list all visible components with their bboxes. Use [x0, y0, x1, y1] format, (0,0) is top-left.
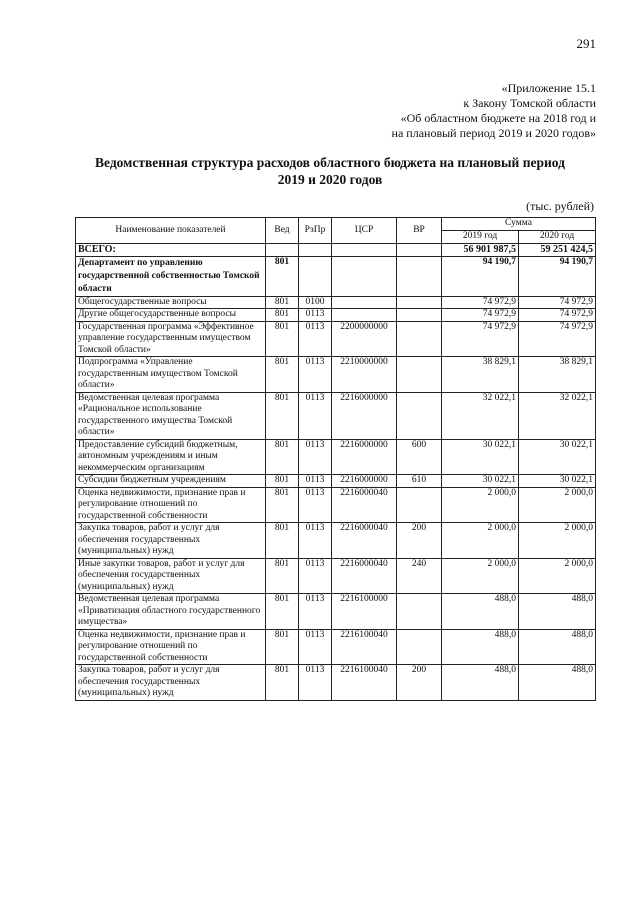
appendix-line: к Закону Томской области — [463, 96, 596, 110]
cell-rzpr: 0113 — [299, 392, 332, 439]
cell-ved: 801 — [266, 256, 299, 296]
table-row — [76, 475, 596, 488]
cell-vr — [397, 629, 442, 665]
cell-name: Закупка товаров, работ и услуг для обеспечения государственных (муниципальных) нужд — [76, 665, 266, 701]
cell-2020: 94 190,7 — [519, 256, 596, 296]
cell-vr — [397, 321, 442, 357]
cell-vr — [397, 594, 442, 630]
appendix-line: «Об областном бюджете на 2018 год и — [400, 111, 596, 125]
header-2019: 2019 год — [442, 231, 519, 244]
cell-name: Закупка товаров, работ и услуг для обеспечения государственных (муниципальных) нужд — [76, 523, 266, 559]
header-2020: 2020 год — [519, 231, 596, 244]
cell-csr: 2216100040 — [332, 665, 397, 701]
cell-rzpr: 0113 — [299, 309, 332, 322]
cell-2019: 488,0 — [442, 665, 519, 701]
cell-ved: 801 — [266, 665, 299, 701]
cell-csr: 2216100000 — [332, 594, 397, 630]
table-row — [76, 296, 596, 309]
document-title — [60, 154, 600, 188]
cell-rzpr: 0113 — [299, 523, 332, 559]
cell-csr: 2216000040 — [332, 523, 397, 559]
title-line: Ведомственная структура расходов областного бюджета на плановый период — [95, 155, 565, 170]
cell-vr: 610 — [397, 475, 442, 488]
cell-2020: 30 022,1 — [519, 475, 596, 488]
title-line: 2019 и 2020 годов — [277, 172, 383, 187]
header-sum: Сумма — [442, 218, 596, 231]
cell-ved: 801 — [266, 558, 299, 594]
table-row — [76, 439, 596, 475]
cell-2019: 488,0 — [442, 594, 519, 630]
cell-ved: 801 — [266, 321, 299, 357]
cell-csr — [332, 309, 397, 322]
table-row — [76, 321, 596, 357]
cell-ved: 801 — [266, 439, 299, 475]
cell-name: Иные закупки товаров, работ и услуг для обеспечения государственных (муниципальных) нужд — [76, 558, 266, 594]
cell-2020: 2 000,0 — [519, 523, 596, 559]
cell-vr — [397, 309, 442, 322]
cell-ved — [266, 244, 299, 257]
cell-name: Другие общегосударственные вопросы — [76, 309, 266, 322]
cell-2019: 2 000,0 — [442, 558, 519, 594]
cell-vr — [397, 487, 442, 523]
cell-name: Департамент по управлению государственной собственностью Томской области — [76, 256, 266, 296]
cell-2020: 488,0 — [519, 629, 596, 665]
cell-2019: 32 022,1 — [442, 392, 519, 439]
cell-csr: 2216000000 — [332, 475, 397, 488]
cell-2019: 38 829,1 — [442, 357, 519, 393]
cell-name: ВСЕГО: — [76, 244, 266, 257]
cell-2020: 74 972,9 — [519, 296, 596, 309]
page-number: 291 — [576, 36, 596, 51]
cell-vr — [397, 296, 442, 309]
cell-rzpr: 0113 — [299, 487, 332, 523]
cell-ved: 801 — [266, 309, 299, 322]
cell-vr — [397, 244, 442, 257]
cell-csr: 2216000040 — [332, 487, 397, 523]
cell-2020: 38 829,1 — [519, 357, 596, 393]
cell-rzpr: 0113 — [299, 558, 332, 594]
cell-vr: 240 — [397, 558, 442, 594]
table-row — [76, 665, 596, 701]
table-row — [76, 392, 596, 439]
cell-2019: 94 190,7 — [442, 256, 519, 296]
appendix-line: на плановый период 2019 и 2020 годов» — [391, 126, 596, 140]
header-ved: Вед — [266, 218, 299, 244]
cell-ved: 801 — [266, 357, 299, 393]
table-row — [76, 487, 596, 523]
cell-name: Ведомственная целевая программа «Рациональное использование государственного имущества Томской области» — [76, 392, 266, 439]
cell-2019: 74 972,9 — [442, 296, 519, 309]
cell-2020: 2 000,0 — [519, 487, 596, 523]
cell-name: Субсидии бюджетным учреждениям — [76, 475, 266, 488]
cell-ved: 801 — [266, 475, 299, 488]
appendix-line: «Приложение 15.1 — [501, 81, 596, 95]
cell-ved: 801 — [266, 629, 299, 665]
cell-csr: 2216000000 — [332, 392, 397, 439]
cell-rzpr: 0113 — [299, 357, 332, 393]
cell-2020: 2 000,0 — [519, 558, 596, 594]
cell-2020: 59 251 424,5 — [519, 244, 596, 257]
cell-rzpr: 0113 — [299, 439, 332, 475]
cell-2020: 30 022,1 — [519, 439, 596, 475]
cell-2019: 56 901 987,5 — [442, 244, 519, 257]
table-row — [76, 558, 596, 594]
cell-2019: 74 972,9 — [442, 321, 519, 357]
cell-csr: 2216000000 — [332, 439, 397, 475]
cell-2020: 488,0 — [519, 594, 596, 630]
table-row — [76, 629, 596, 665]
cell-rzpr: 0113 — [299, 629, 332, 665]
cell-csr — [332, 256, 397, 296]
cell-rzpr: 0113 — [299, 475, 332, 488]
cell-ved: 801 — [266, 392, 299, 439]
cell-csr: 2200000000 — [332, 321, 397, 357]
budget-table — [75, 217, 596, 701]
table-row — [76, 256, 596, 296]
cell-2019: 2 000,0 — [442, 487, 519, 523]
table-row — [76, 357, 596, 393]
cell-2019: 488,0 — [442, 629, 519, 665]
cell-csr — [332, 296, 397, 309]
cell-vr — [397, 256, 442, 296]
cell-name: Предоставление субсидий бюджетным, автономным учреждениям и иным некоммерческим организациям — [76, 439, 266, 475]
cell-csr: 2216000040 — [332, 558, 397, 594]
cell-ved: 801 — [266, 594, 299, 630]
cell-2020: 74 972,9 — [519, 309, 596, 322]
table-row — [76, 523, 596, 559]
table-row — [76, 594, 596, 630]
cell-name: Государственная программа «Эффективное управление государственным имуществом Томской области» — [76, 321, 266, 357]
cell-ved: 801 — [266, 296, 299, 309]
cell-rzpr: 0113 — [299, 321, 332, 357]
cell-2020: 74 972,9 — [519, 321, 596, 357]
cell-vr: 200 — [397, 523, 442, 559]
cell-csr: 2210000000 — [332, 357, 397, 393]
header-vr: ВР — [397, 218, 442, 244]
cell-2020: 488,0 — [519, 665, 596, 701]
cell-rzpr — [299, 256, 332, 296]
cell-name: Ведомственная целевая программа «Приватизация областного государственного имущества» — [76, 594, 266, 630]
cell-2019: 30 022,1 — [442, 439, 519, 475]
cell-csr — [332, 244, 397, 257]
cell-name: Оценка недвижимости, признание прав и регулирование отношений по государственной собственности — [76, 629, 266, 665]
cell-rzpr: 0113 — [299, 594, 332, 630]
cell-ved: 801 — [266, 487, 299, 523]
cell-name: Подпрограмма «Управление государственным имуществом Томской области» — [76, 357, 266, 393]
cell-name: Оценка недвижимости, признание прав и регулирование отношений по государственной собственности — [76, 487, 266, 523]
appendix-header — [256, 81, 596, 141]
table-row — [76, 244, 596, 257]
cell-vr: 200 — [397, 665, 442, 701]
cell-rzpr: 0113 — [299, 665, 332, 701]
cell-2019: 2 000,0 — [442, 523, 519, 559]
header-csr: ЦСР — [332, 218, 397, 244]
cell-ved: 801 — [266, 523, 299, 559]
cell-rzpr — [299, 244, 332, 257]
header-rzpr: РзПр — [299, 218, 332, 244]
table-row — [76, 309, 596, 322]
cell-csr: 2216100040 — [332, 629, 397, 665]
cell-rzpr: 0100 — [299, 296, 332, 309]
cell-2019: 74 972,9 — [442, 309, 519, 322]
header-name: Наименование показателей — [76, 218, 266, 244]
cell-name: Общегосударственные вопросы — [76, 296, 266, 309]
units-note: (тыс. рублей) — [526, 199, 594, 213]
cell-2020: 32 022,1 — [519, 392, 596, 439]
cell-vr — [397, 357, 442, 393]
cell-vr — [397, 392, 442, 439]
cell-2019: 30 022,1 — [442, 475, 519, 488]
cell-vr: 600 — [397, 439, 442, 475]
